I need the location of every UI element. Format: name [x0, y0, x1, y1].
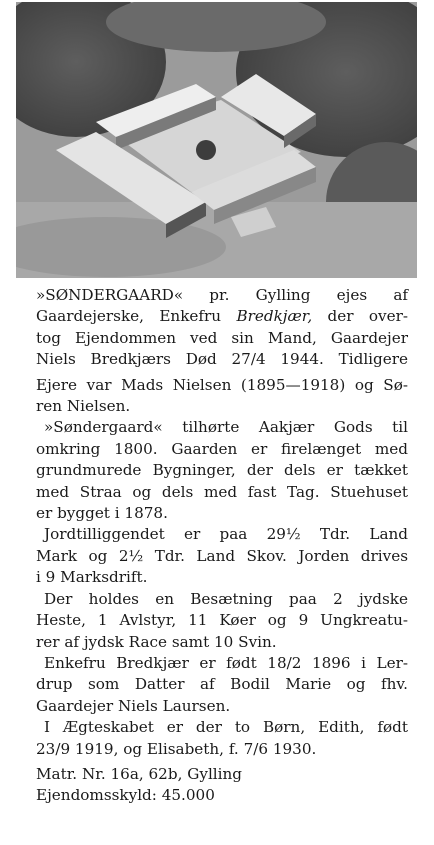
- text-line: med Straa og dels med fast Tag. Stuehuset: [36, 482, 408, 501]
- text-line: Mark og 2½ Tdr. Land Skov. Jorden drives: [36, 546, 408, 565]
- text-line: »Søndergaard« tilhørte Aakjær Gods til: [44, 418, 408, 437]
- owner-name-italic: Bredkjær,: [236, 307, 313, 326]
- text-line: i 9 Marksdrift.: [36, 568, 148, 587]
- text-line: Enkefru Bredkjær er født 18/2 1896 i Ler-: [44, 653, 408, 672]
- property-valuation: Ejendomsskyld: 45.000: [36, 786, 215, 805]
- text-line: er bygget i 1878.: [36, 504, 168, 523]
- matrikel-number: Matr. Nr. 16a, 62b, Gylling: [36, 764, 243, 783]
- text-line: Der holdes en Besætning paa 2 jydske: [44, 589, 408, 608]
- text-line: Jordtilliggendet er paa 29½ Tdr. Land: [44, 525, 408, 544]
- text-line: rer af jydsk Race samt 10 Svin.: [36, 632, 277, 651]
- article-text: [36, 285, 408, 807]
- text-line: Heste, 1 Avlstyr, 11 Køer og 9 Ungkreatu-: [36, 611, 408, 630]
- text-line: omkring 1800. Gaarden er firelænget med: [36, 439, 408, 458]
- text-line: Gaardejer Niels Laursen.: [36, 696, 231, 715]
- paragraph-previous-owners: [36, 375, 408, 418]
- paragraph-owner-birth: [36, 653, 408, 717]
- text-line: »SØNDERGAARD« pr. Gylling ejes af: [36, 286, 408, 304]
- paragraph-land: [36, 524, 408, 588]
- aerial-photo-illustration: [16, 2, 417, 278]
- aerial-farm-photo: [16, 2, 417, 278]
- paragraph-property-info: [36, 764, 408, 807]
- text-line: ren Nielsen.: [36, 397, 131, 416]
- paragraph-livestock: [36, 589, 408, 653]
- text-line: I Ægteskabet er der to Børn, Edith, født: [44, 718, 408, 737]
- paragraph-history: [36, 417, 408, 524]
- text-line: tog Ejendommen ved sin Mand, Gaardejer: [36, 328, 408, 347]
- paragraph-children: [36, 717, 408, 760]
- text-line: Niels Bredkjærs Død 27/4 1944. Tidligere: [36, 350, 408, 369]
- text-line: 23/9 1919, og Elisabeth, f. 7/6 1930.: [36, 739, 317, 758]
- text-line: Gaardejerske, Enkefru Bredkjær, der over-: [36, 307, 408, 326]
- text-line: Ejere var Mads Nielsen (1895—1918) og Sø-: [36, 375, 408, 394]
- paragraph-intro: [36, 285, 408, 371]
- text-line: grundmurede Bygninger, der dels er tækket: [36, 461, 408, 480]
- text-line: drup som Datter af Bodil Marie og fhv.: [36, 675, 408, 694]
